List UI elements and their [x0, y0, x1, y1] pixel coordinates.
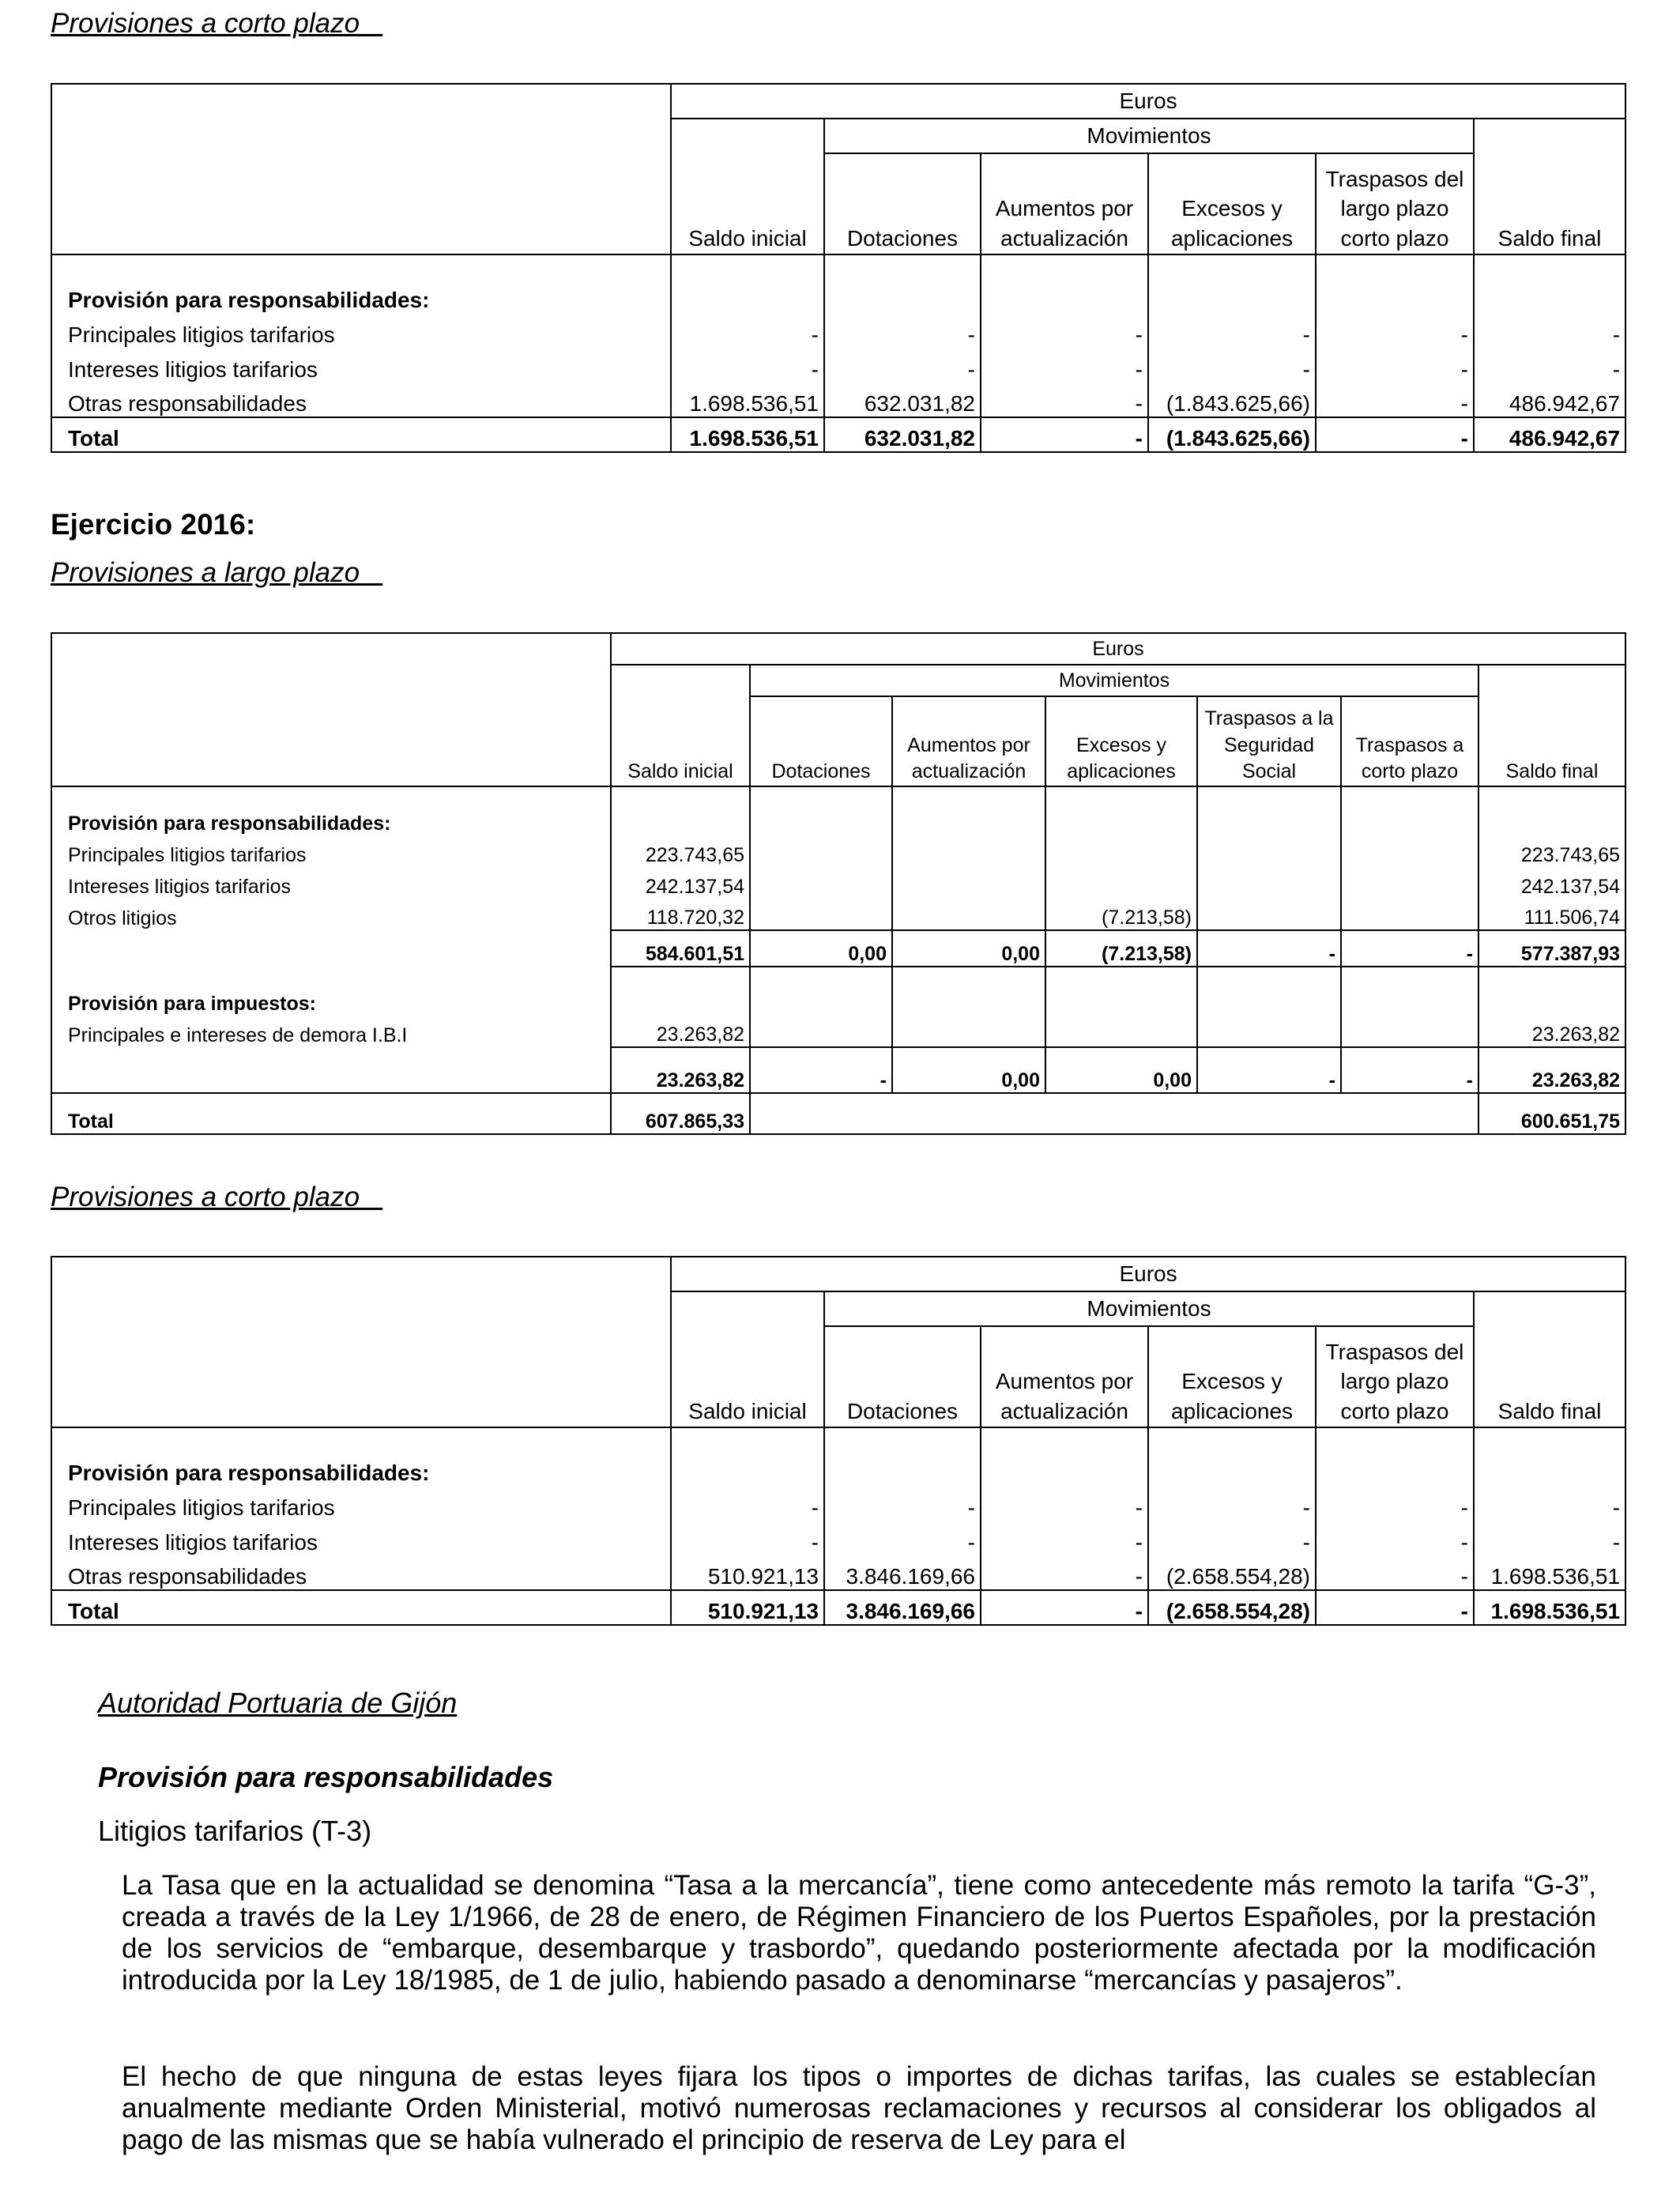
col-saldo-final: Saldo final: [1478, 696, 1625, 786]
col-excesos: Excesos y aplicaciones: [1148, 153, 1316, 254]
col-traspasos-ss: Traspasos a la Seguridad Social: [1197, 696, 1341, 786]
group-label: Provisión para impuestos:: [51, 967, 611, 1016]
total-row: Total 607.865,33 600.651,75: [51, 1093, 1625, 1134]
col-traspasos: Traspasos del largo plazo corto plazo: [1316, 1326, 1474, 1427]
col-dotaciones: Dotaciones: [824, 153, 981, 254]
header-movimientos: Movimientos: [824, 119, 1474, 153]
table-row: Principales e intereses de demora I.B.I 23.263,82 23.263,82: [51, 1016, 1625, 1047]
col-saldo-final: Saldo final: [1474, 153, 1625, 254]
table-row: Otras responsabilidades 1.698.536,51 632.031,82 - (1.843.625,66) - 486.942,67: [51, 383, 1625, 417]
heading-ejercicio-2016: Ejercicio 2016:: [51, 508, 256, 541]
topic-heading: Litigios tarifarios (T-3): [98, 1815, 372, 1847]
col-aumentos: Aumentos por actualización: [892, 696, 1045, 786]
table-short-term-2017: [51, 83, 1626, 453]
heading-short-term-provisions-2016: Provisiones a corto plazo: [51, 1182, 383, 1212]
paragraph-1: La Tasa que en la actualidad se denomina “Tasa a la mercancía”, tiene como antecedente más remoto la tarifa “G-3”, creada a través de la Ley 1/1966, de 28 de enero, de Régimen Financiero de los Puertos Españoles, por la prestación de los servicios de “embarque, desembarque y trasbordo”, quedando posteriormente afectada por la modificación introducida por la Ley 18/1985, de 1 de julio, habiendo pasado a denominarse “mercancías y pasajeros”.: [122, 1870, 1596, 1996]
table-row: Intereses litigios tarifarios - - - - - -: [51, 1521, 1625, 1555]
group-label: Provisión para responsabilidades:: [51, 786, 611, 835]
subheading: Provisión para responsabilidades: [98, 1761, 554, 1793]
table-row: Principales litigios tarifarios 223.743,65 223.743,65: [51, 835, 1625, 867]
col-traspasos: Traspasos del largo plazo corto plazo: [1316, 153, 1474, 254]
header-euros: Euros: [671, 1257, 1625, 1291]
col-excesos: Excesos y aplicaciones: [1148, 1326, 1316, 1427]
table-row: Otras responsabilidades 510.921,13 3.846.169,66 - (2.658.554,28) - 1.698.536,51: [51, 1555, 1625, 1590]
entity-heading: Autoridad Portuaria de Gijón: [98, 1687, 458, 1719]
col-aumentos: Aumentos por actualización: [981, 1326, 1148, 1427]
table-short-term-2016: [51, 1256, 1626, 1626]
col-excesos: Excesos y aplicaciones: [1045, 696, 1197, 786]
col-saldo-inicial: Saldo inicial: [611, 696, 750, 786]
subtotal-row: 23.263,82 - 0,00 0,00 - - 23.263,82: [51, 1047, 1625, 1093]
group-label: Provisión para responsabilidades:: [51, 254, 671, 313]
header-corner: [51, 84, 671, 119]
col-dotaciones: Dotaciones: [750, 696, 892, 786]
paragraph-2: El hecho de que ninguna de estas leyes fijara los tipos o importes de dichas tarifas, las cuales se establecían anualmente mediante Orden Ministerial, motivó numerosas reclamaciones y recursos al considerar los obligados al pago de las mismas que se había vulnerado el principio de reserva de Ley para el: [122, 2061, 1596, 2155]
col-saldo-inicial: Saldo inicial: [671, 1326, 824, 1427]
col-saldo-inicial: Saldo inicial: [671, 153, 824, 254]
col-traspasos-cp: Traspasos a corto plazo: [1341, 696, 1478, 786]
table-row: Principales litigios tarifarios - - - - - -: [51, 1486, 1625, 1521]
col-aumentos: Aumentos por actualización: [981, 153, 1148, 254]
table-row: Principales litigios tarifarios - - - - - -: [51, 313, 1625, 348]
col-saldo-final: Saldo final: [1474, 1326, 1625, 1427]
header-euros: Euros: [671, 84, 1625, 119]
header-movimientos: Movimientos: [750, 665, 1478, 696]
heading-short-term-provisions-2017: Provisiones a corto plazo: [51, 8, 383, 39]
col-dotaciones: Dotaciones: [824, 1326, 981, 1427]
table-row: Intereses litigios tarifarios - - - - - -: [51, 348, 1625, 383]
total-row: Total 510.921,13 3.846.169,66 - (2.658.554,28) - 1.698.536,51: [51, 1590, 1625, 1625]
heading-long-term-provisions-2016: Provisiones a largo plazo: [51, 557, 383, 588]
group-label: Provisión para responsabilidades:: [51, 1427, 671, 1486]
total-row: Total 1.698.536,51 632.031,82 - (1.843.625,66) - 486.942,67: [51, 417, 1625, 452]
header-euros: Euros: [611, 633, 1625, 665]
subtotal-row: 584.601,51 0,00 0,00 (7.213,58) - - 577.387,93: [51, 930, 1625, 967]
table-row: Otros litigios 118.720,32 (7.213,58) 111.506,74: [51, 899, 1625, 930]
table-row: Intereses litigios tarifarios 242.137,54 242.137,54: [51, 867, 1625, 899]
table-long-term-2016: [51, 632, 1626, 1135]
header-movimientos: Movimientos: [824, 1291, 1474, 1326]
